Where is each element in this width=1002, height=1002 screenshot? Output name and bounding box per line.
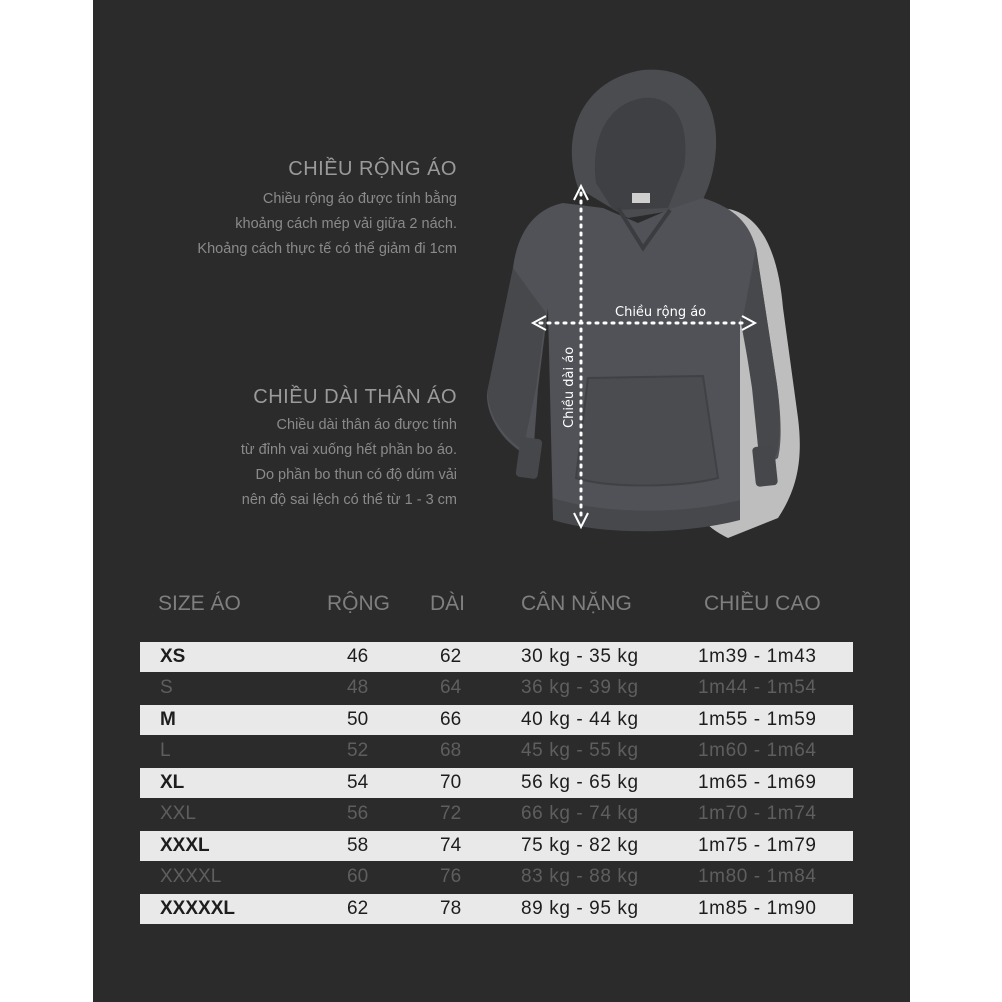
cell-length: 78 [440, 898, 462, 919]
width-arrow-right [742, 316, 755, 330]
cell-width: 56 [347, 803, 369, 824]
length-line: Do phần bo thun có độ dúm vải [255, 467, 457, 483]
cell-length: 62 [440, 646, 462, 667]
cell-length: 74 [440, 835, 462, 856]
table-row [140, 642, 853, 672]
cell-width: 48 [347, 677, 369, 698]
header-width: RỘNG [327, 592, 390, 615]
cell-height: 1m55 - 1m59 [698, 709, 817, 730]
width-title: CHIỀU RỘNG ÁO [288, 158, 457, 180]
width-line: khoảng cách mép vải giữa 2 nách. [235, 216, 457, 232]
length-line: nên độ sai lệch có thể từ 1 - 3 cm [241, 492, 457, 508]
header-size: SIZE ÁO [158, 592, 241, 615]
width-arrow-label: Chiều rộng áo [615, 305, 707, 320]
cell-width: 54 [347, 772, 369, 793]
table-row [140, 894, 853, 924]
cell-height: 1m75 - 1m79 [698, 835, 817, 856]
cell-length: 68 [440, 740, 462, 761]
header-length: DÀI [430, 592, 466, 615]
cell-width: 60 [347, 866, 369, 887]
table-row [140, 736, 853, 766]
length-description [241, 386, 457, 513]
size-table-header [0, 592, 1002, 622]
length-line: từ đỉnh vai xuống hết phần bo áo. [240, 442, 457, 458]
cell-length: 70 [440, 772, 462, 793]
cell-size: L [160, 740, 171, 761]
measurement-arrows [478, 58, 823, 558]
width-description [197, 158, 457, 262]
cell-height: 1m80 - 1m84 [698, 866, 817, 887]
cell-width: 52 [347, 740, 369, 761]
header-weight: CÂN NẶNG [521, 592, 632, 615]
cell-length: 72 [440, 803, 462, 824]
table-row [140, 673, 853, 703]
cell-width: 50 [347, 709, 369, 730]
cell-weight: 45 kg - 55 kg [521, 740, 639, 761]
cell-length: 76 [440, 866, 462, 887]
cell-weight: 40 kg - 44 kg [521, 709, 639, 730]
cell-size: XXXXXL [160, 898, 235, 919]
length-title: CHIỀU DÀI THÂN ÁO [253, 386, 457, 408]
cell-size: XXL [160, 803, 196, 824]
cell-height: 1m39 - 1m43 [698, 646, 817, 667]
cell-size: XS [160, 646, 186, 667]
cell-weight: 36 kg - 39 kg [521, 677, 639, 698]
cell-length: 64 [440, 677, 462, 698]
length-line: Chiều dài thân áo được tính [276, 417, 457, 433]
cell-weight: 66 kg - 74 kg [521, 803, 639, 824]
cell-width: 46 [347, 646, 369, 667]
width-line: Chiều rộng áo được tính bằng [262, 191, 457, 207]
cell-length: 66 [440, 709, 462, 730]
table-row [140, 768, 853, 798]
cell-weight: 83 kg - 88 kg [521, 866, 639, 887]
cell-weight: 75 kg - 82 kg [521, 835, 639, 856]
cell-width: 62 [347, 898, 369, 919]
table-row [140, 862, 853, 892]
table-row [140, 799, 853, 829]
cell-size: S [160, 677, 173, 698]
cell-height: 1m85 - 1m90 [698, 898, 817, 919]
table-row [140, 705, 853, 735]
length-arrow-label: Chiều dài áo [562, 346, 577, 428]
cell-size: XL [160, 772, 185, 793]
cell-size: XXXXL [160, 866, 222, 887]
cell-width: 58 [347, 835, 369, 856]
cell-weight: 89 kg - 95 kg [521, 898, 639, 919]
cell-height: 1m44 - 1m54 [698, 677, 817, 698]
cell-size: XXXL [160, 835, 210, 856]
cell-height: 1m65 - 1m69 [698, 772, 817, 793]
width-line: Khoảng cách thực tế có thể giảm đi 1cm [197, 241, 457, 257]
header-height: CHIỀU CAO [704, 592, 821, 615]
cell-height: 1m60 - 1m64 [698, 740, 817, 761]
cell-weight: 56 kg - 65 kg [521, 772, 639, 793]
cell-size: M [160, 709, 176, 730]
hoodie-diagram [478, 58, 823, 558]
table-row [140, 831, 853, 861]
cell-height: 1m70 - 1m74 [698, 803, 817, 824]
cell-weight: 30 kg - 35 kg [521, 646, 639, 667]
